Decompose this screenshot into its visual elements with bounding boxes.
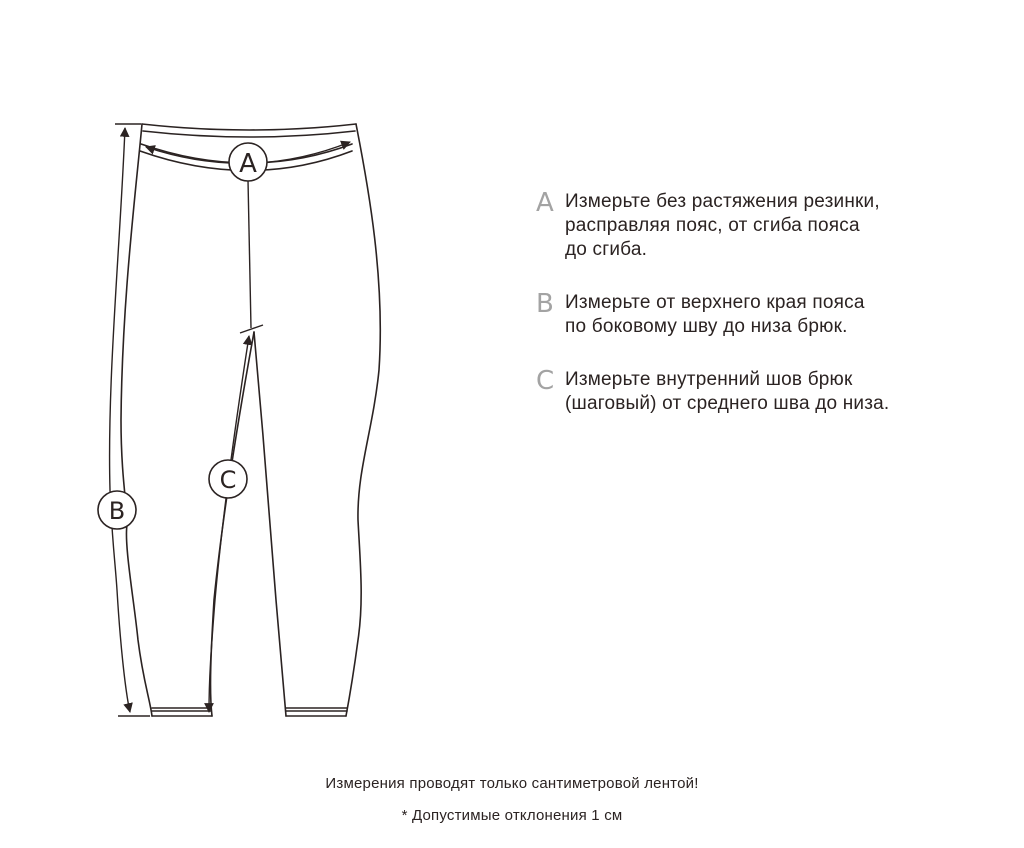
- instruction-b-letter: B: [536, 289, 554, 319]
- measurement-lines: [110, 124, 350, 716]
- instruction-c-letter: C: [536, 366, 555, 396]
- label-a-text: A: [239, 149, 257, 179]
- label-b-text: B: [108, 497, 126, 525]
- footnote-tape-measure: Измерения проводят только сантиметровой лентой!: [325, 775, 699, 792]
- measure-b-arrow: [110, 128, 130, 712]
- instruction-a-letter: A: [536, 188, 554, 218]
- instruction-a: [536, 190, 976, 262]
- measurement-instructions: [536, 190, 976, 445]
- instruction-c-text: Измерьте внутренний шов брюк (шаговый) от среднего шва до низа.: [565, 369, 890, 414]
- label-c-text: C: [219, 466, 237, 494]
- instruction-b: [536, 291, 976, 339]
- footnote-tolerance: * Допустимые отклонения 1 см: [401, 807, 623, 824]
- pants-outline: [121, 124, 380, 716]
- instruction-c: [536, 368, 976, 416]
- instruction-b-text: Измерьте от верхнего края пояса по боковому шву до низа брюк.: [565, 292, 865, 337]
- label-b-marker: [98, 491, 136, 529]
- label-a-marker: [229, 143, 267, 181]
- label-c-marker: [209, 460, 247, 498]
- instruction-a-text: Измерьте без растяжения резинки, расправляя пояс, от сгиба пояса до сгиба.: [565, 191, 880, 260]
- center-seam-line: [248, 180, 251, 328]
